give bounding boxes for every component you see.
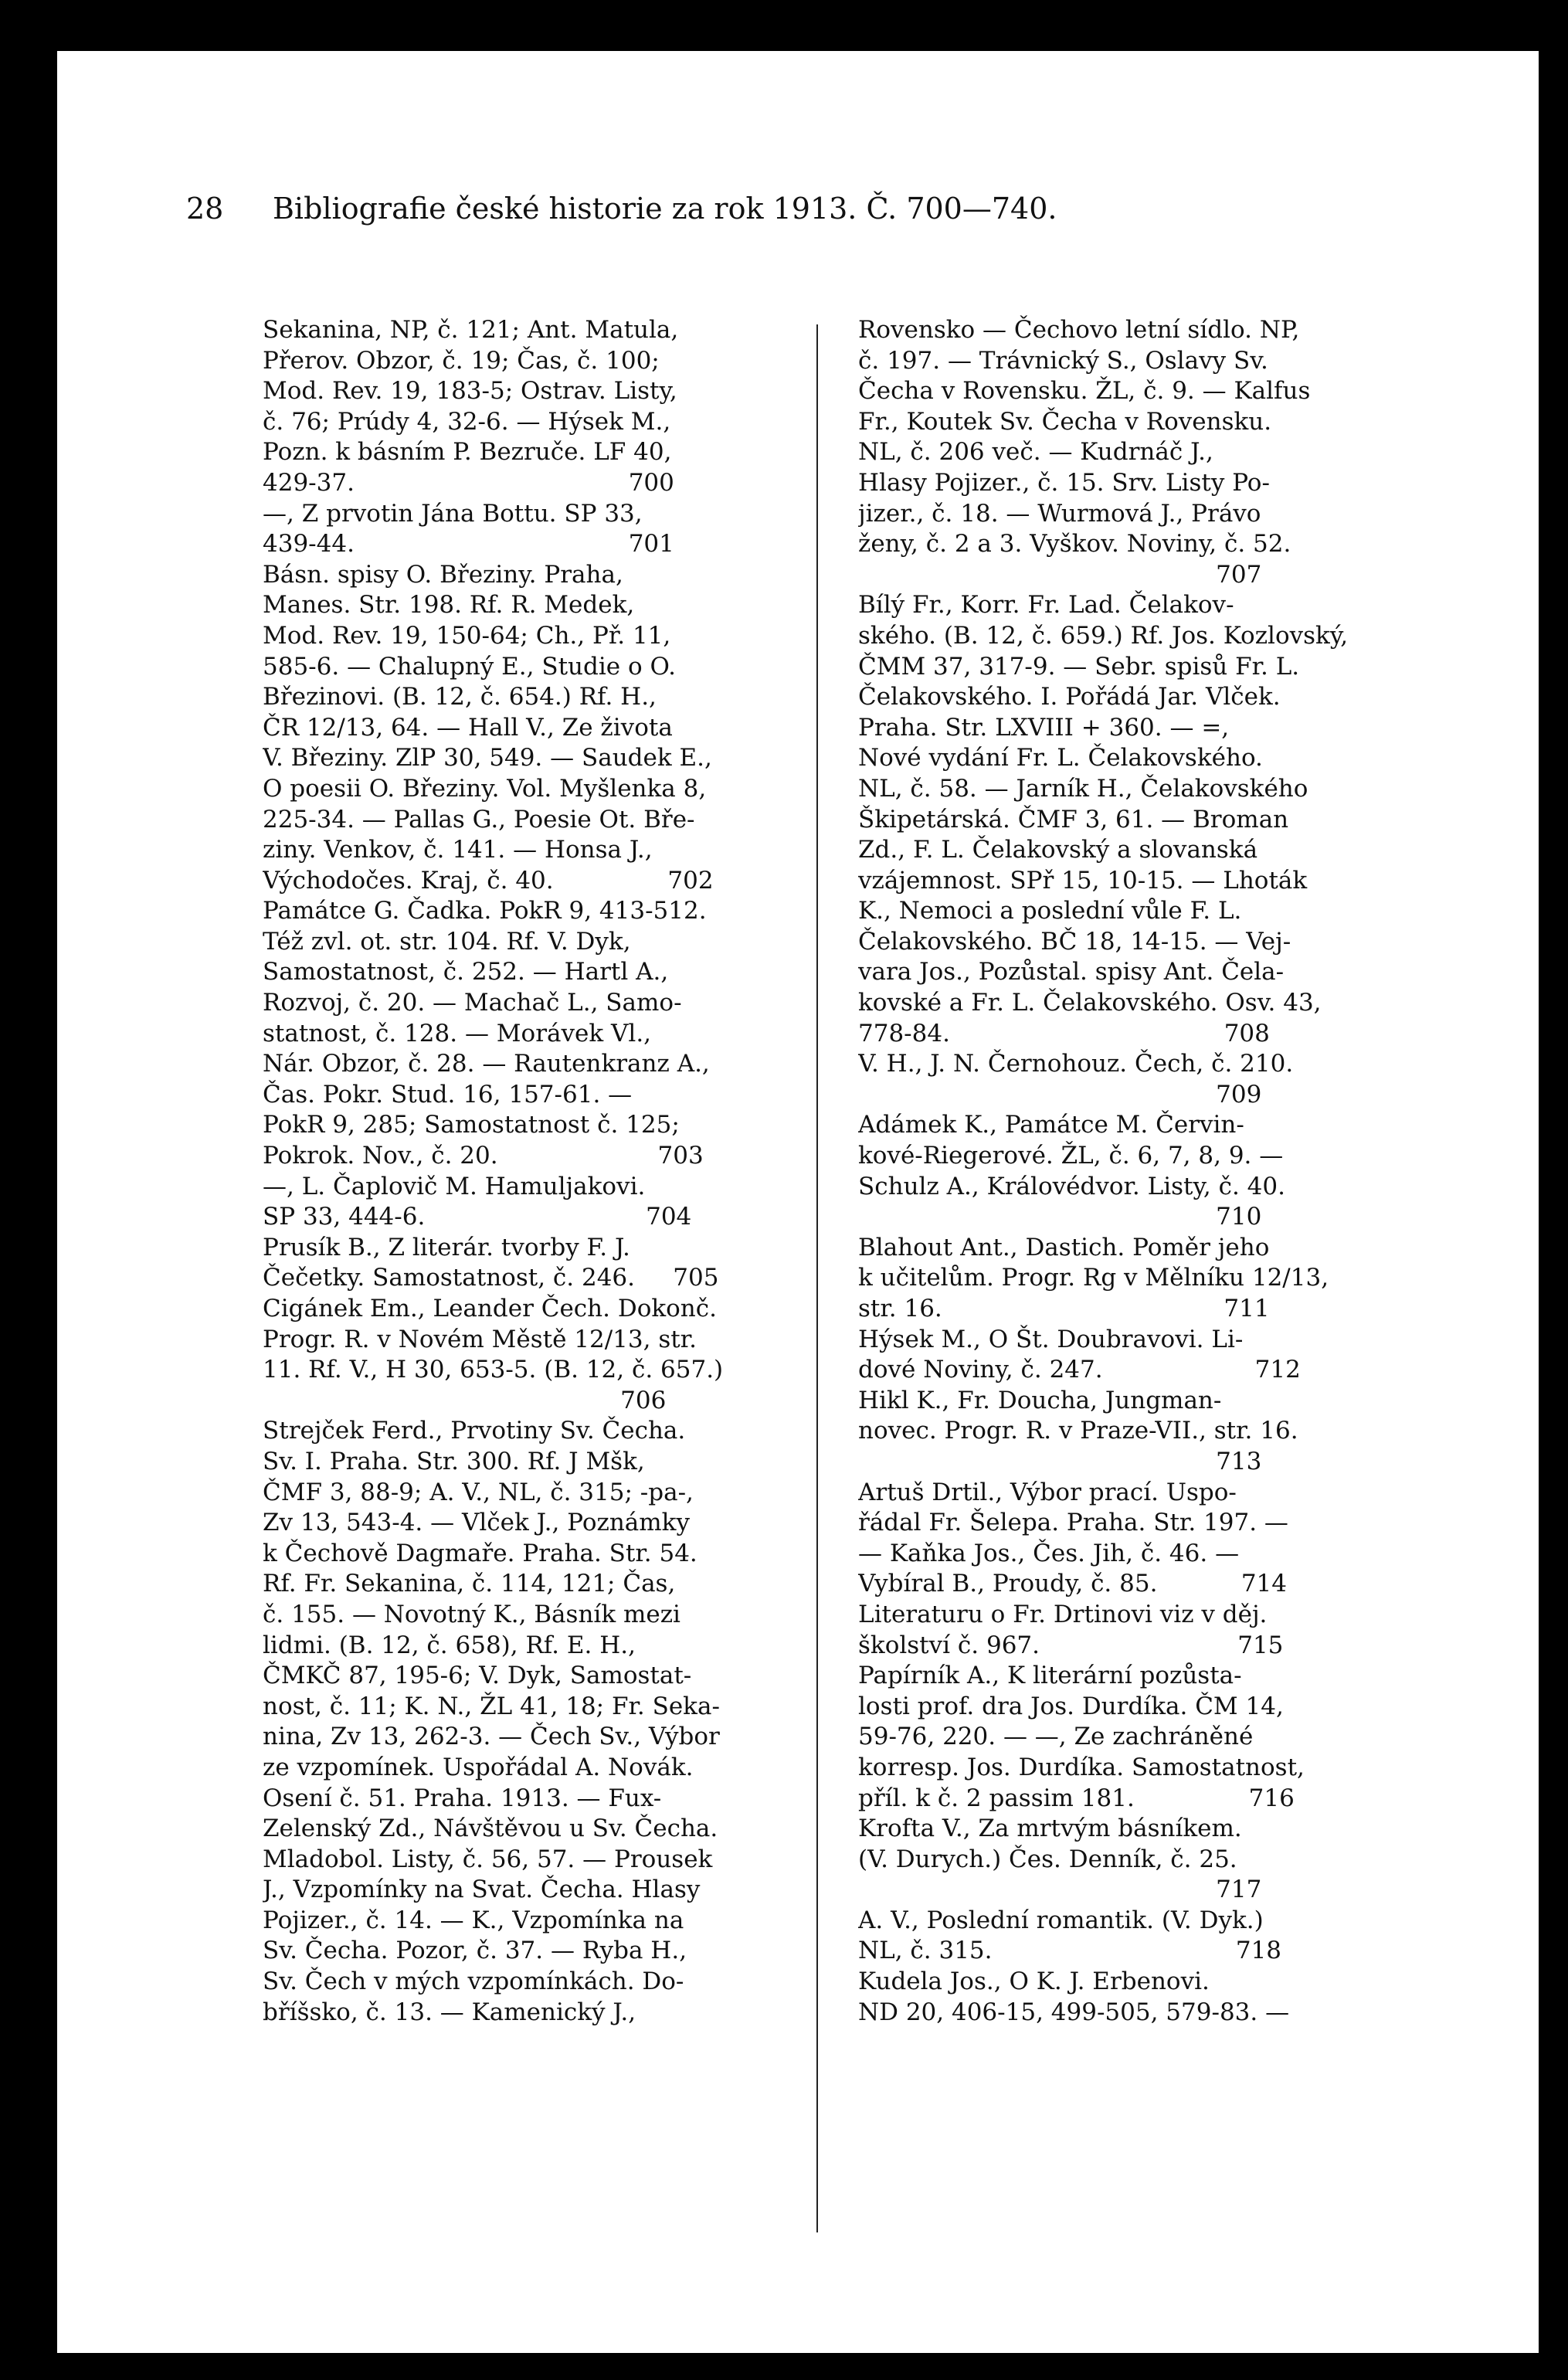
- text-line: statnost, č. 128. — Morávek Vl.,: [263, 1019, 652, 1047]
- text-line: Sekanina, NP, č. 121; Ant. Matula,: [263, 316, 679, 344]
- text-line: Bílý Fr., Korr. Fr. Lad. Čelakov-: [858, 591, 1234, 620]
- text-line: ČMKČ 87, 195-6; V. Dyk, Samostat-: [263, 1662, 692, 1690]
- text-line: 585-6. — Chalupný E., Studie o O.: [263, 652, 676, 681]
- text-line: č. 155. — Novotný K., Básník mezi: [263, 1600, 680, 1628]
- text-line: str. 16. 711: [858, 1295, 1270, 1322]
- text-line: Pojizer., č. 14. — K., Vzpomínka na: [263, 1906, 684, 1934]
- text-line: Sv. Čech v mých vzpomínkách. Do-: [263, 1967, 684, 1996]
- text-line: Progr. R. v Novém Městě 12/13, str.: [263, 1325, 697, 1353]
- text-line: ženy, č. 2 a 3. Vyškov. Noviny, č. 52.: [858, 530, 1291, 559]
- text-line: Zv 13, 543-4. — Vlček J., Poznámky: [263, 1509, 690, 1537]
- text-line: 713: [858, 1447, 1262, 1475]
- text-line: Též zvl. ot. str. 104. Rf. V. Dyk,: [263, 927, 631, 956]
- text-line: PokR 9, 285; Samostatnost č. 125;: [263, 1111, 680, 1139]
- text-line: Mladobol. Listy, č. 56, 57. — Prousek: [263, 1845, 713, 1873]
- text-line: 778-84. 708: [858, 1019, 1270, 1047]
- text-line: ČR 12/13, 64. — Hall V., Ze života: [263, 713, 673, 742]
- text-line: — Kaňka Jos., Čes. Jih, č. 46. —: [858, 1539, 1240, 1567]
- text-line: Čas. Pokr. Stud. 16, 157-61. —: [263, 1080, 633, 1109]
- page-number: 28: [186, 192, 224, 226]
- text-line: Východočes. Kraj, č. 40. 702: [263, 866, 714, 895]
- text-line: Hlasy Pojizer., č. 15. Srv. Listy Po-: [858, 468, 1270, 497]
- text-line: 707: [858, 560, 1262, 589]
- text-line: Artuš Drtil., Výbor prací. Uspo-: [858, 1478, 1237, 1506]
- text-line: č. 76; Prúdy 4, 32-6. — Hýsek M.,: [263, 407, 671, 436]
- text-line: Hýsek M., O Št. Doubravovi. Li-: [858, 1325, 1244, 1353]
- text-line: 706: [263, 1386, 667, 1414]
- text-line: ského. (B. 12, č. 659.) Rf. Jos. Kozlovský,: [858, 621, 1349, 650]
- text-line: Manes. Str. 198. Rf. R. Medek,: [263, 591, 635, 620]
- text-line: Literaturu o Fr. Drtinovi viz v děj.: [858, 1600, 1268, 1628]
- text-line: Strejček Ferd., Prvotiny Sv. Čecha.: [263, 1417, 686, 1445]
- text-line: 717: [858, 1876, 1262, 1904]
- text-line: kové-Riegerové. ŽL, č. 6, 7, 8, 9. —: [858, 1142, 1284, 1170]
- text-line: Zelenský Zd., Návštěvou u Sv. Čecha.: [263, 1815, 718, 1843]
- text-line: Samostatnost, č. 252. — Hartl A.,: [263, 958, 669, 986]
- text-line: Adámek K., Památce M. Červin-: [858, 1111, 1244, 1139]
- text-line: k Čechově Dagmaře. Praha. Str. 54.: [263, 1539, 697, 1567]
- text-line: O poesii O. Březiny. Vol. Myšlenka 8,: [263, 774, 707, 803]
- text-line: Přerov. Obzor, č. 19; Čas, č. 100;: [263, 346, 660, 375]
- text-line: ČMM 37, 317-9. — Sebr. spisů Fr. L.: [858, 652, 1300, 681]
- text-line: řádal Fr. Šelepa. Praha. Str. 197. —: [858, 1509, 1288, 1537]
- text-line: Pozn. k básním P. Bezruče. LF 40,: [263, 438, 672, 467]
- text-line: Rovensko — Čechovo letní sídlo. NP,: [858, 316, 1300, 344]
- text-line: ČMF 3, 88-9; A. V., NL, č. 315; -pa-,: [263, 1478, 694, 1506]
- text-line: J., Vzpomínky na Svat. Čecha. Hlasy: [263, 1876, 701, 1904]
- text-line: Březinovi. (B. 12, č. 654.) Rf. H.,: [263, 683, 657, 711]
- text-line: školství č. 967. 715: [858, 1631, 1284, 1659]
- left-column: [263, 315, 796, 2028]
- text-line: V. H., J. N. Černohouz. Čech, č. 210.: [858, 1050, 1294, 1078]
- text-line: Cigánek Em., Leander Čech. Dokonč.: [263, 1295, 717, 1322]
- text-line: Nár. Obzor, č. 28. — Rautenkranz A.,: [263, 1050, 710, 1078]
- text-line: NL, č. 206 več. — Kudrnáč J.,: [858, 438, 1213, 467]
- text-line: 11. Rf. V., H 30, 653-5. (B. 12, č. 657.): [263, 1356, 724, 1384]
- text-line: 225-34. — Pallas G., Poesie Ot. Bře-: [263, 805, 695, 834]
- text-line: K., Nemoci a poslední vůle F. L.: [858, 897, 1242, 925]
- text-line: lidmi. (B. 12, č. 658), Rf. E. H.,: [263, 1631, 636, 1659]
- text-line: SP 33, 444-6. 704: [263, 1203, 692, 1231]
- column-divider: [816, 324, 818, 2232]
- text-line: Sv. I. Praha. Str. 300. Rf. J Mšk,: [263, 1447, 645, 1475]
- text-line: 709: [858, 1080, 1262, 1109]
- text-line: 429-37. 700: [263, 468, 674, 497]
- text-line: jizer., č. 18. — Wurmová J., Právo: [858, 499, 1261, 528]
- text-line: Rozvoj, č. 20. — Machač L., Samo-: [263, 989, 682, 1017]
- text-line: V. Březiny. ZlP 30, 549. — Saudek E.,: [263, 744, 712, 772]
- text-line: Pokrok. Nov., č. 20. 703: [263, 1142, 704, 1170]
- text-line: ze vzpomínek. Uspořádal A. Novák.: [263, 1753, 694, 1781]
- text-line: kovské a Fr. L. Čelakovského. Osv. 43,: [858, 989, 1322, 1017]
- text-line: Praha. Str. LXVIII + 360. — =,: [858, 713, 1230, 742]
- text-line: Prusík B., Z literár. tvorby F. J.: [263, 1233, 630, 1261]
- text-line: A. V., Poslední romantik. (V. Dyk.): [858, 1906, 1264, 1934]
- text-line: dové Noviny, č. 247. 712: [858, 1356, 1301, 1384]
- text-line: 439-44. 701: [263, 530, 674, 559]
- text-line: Krofta V., Za mrtvým básníkem.: [858, 1815, 1242, 1843]
- text-line: Schulz A., Královédvor. Listy, č. 40.: [858, 1172, 1285, 1200]
- text-line: vzájemnost. SPř 15, 10-15. — Lhoták: [858, 866, 1308, 895]
- text-line: Hikl K., Fr. Doucha, Jungman-: [858, 1386, 1222, 1414]
- running-title: Bibliografie české historie za rok 1913. Č. 700—740.: [273, 192, 1057, 226]
- text-line: korresp. Jos. Durdíka. Samostatnost,: [858, 1753, 1305, 1781]
- text-line: (V. Durych.) Čes. Denník, č. 25.: [858, 1845, 1237, 1873]
- text-line: nina, Zv 13, 262-3. — Čech Sv., Výbor: [263, 1723, 720, 1751]
- text-line: 710: [858, 1203, 1262, 1231]
- text-line: Fr., Koutek Sv. Čecha v Rovensku.: [858, 407, 1272, 436]
- text-line: bříšsko, č. 13. — Kamenický J.,: [263, 1998, 636, 2026]
- text-line: Škipetárská. ČMF 3, 61. — Broman: [858, 805, 1289, 834]
- text-line: Kudela Jos., O K. J. Erbenovi.: [858, 1967, 1210, 1996]
- text-line: vara Jos., Pozůstal. spisy Ant. Čela-: [858, 958, 1285, 986]
- text-line: ND 20, 406-15, 499-505, 579-83. —: [858, 1998, 1290, 2026]
- text-line: Nové vydání Fr. L. Čelakovského.: [858, 744, 1263, 772]
- text-line: Osení č. 51. Praha. 1913. — Fux-: [263, 1784, 662, 1812]
- text-line: 59-76, 220. — —, Ze zachráněné: [858, 1723, 1254, 1751]
- text-line: —, L. Čaplovič M. Hamuljakovi.: [263, 1172, 646, 1200]
- text-line: —, Z prvotin Jána Bottu. SP 33,: [263, 499, 643, 528]
- text-line: Památce G. Čadka. PokR 9, 413-512.: [263, 897, 707, 925]
- text-line: Čečetky. Samostatnost, č. 246. 705: [263, 1264, 719, 1292]
- text-line: Zd., F. L. Čelakovský a slovanská: [858, 836, 1258, 864]
- text-line: ziny. Venkov, č. 141. — Honsa J.,: [263, 836, 653, 864]
- text-line: Čelakovského. BČ 18, 14-15. — Vej-: [858, 927, 1291, 956]
- text-line: novec. Progr. R. v Praze-VII., str. 16.: [858, 1417, 1298, 1445]
- text-line: losti prof. dra Jos. Durdíka. ČM 14,: [858, 1692, 1284, 1720]
- text-line: nost, č. 11; K. N., ŽL 41, 18; Fr. Seka-: [263, 1692, 720, 1720]
- text-line: Blahout Ant., Dastich. Poměr jeho: [858, 1233, 1270, 1261]
- text-line: Rf. Fr. Sekanina, č. 114, 121; Čas,: [263, 1570, 676, 1598]
- text-line: Básn. spisy O. Březiny. Praha,: [263, 560, 623, 589]
- text-line: příl. k č. 2 passim 181. 716: [858, 1784, 1295, 1812]
- text-line: Sv. Čecha. Pozor, č. 37. — Ryba H.,: [263, 1937, 687, 1965]
- text-line: Čelakovského. I. Pořádá Jar. Vlček.: [858, 683, 1281, 711]
- text-line: Vybíral B., Proudy, č. 85. 714: [858, 1570, 1288, 1598]
- right-column: [858, 315, 1360, 2028]
- text-line: Mod. Rev. 19, 183-5; Ostrav. Listy,: [263, 377, 677, 406]
- text-line: Čecha v Rovensku. ŽL, č. 9. — Kalfus: [858, 377, 1311, 406]
- text-line: NL, č. 315. 718: [858, 1937, 1282, 1965]
- running-header: [186, 192, 1159, 246]
- text-line: č. 197. — Trávnický S., Oslavy Sv.: [858, 346, 1268, 375]
- text-line: k učitelům. Progr. Rg v Mělníku 12/13,: [858, 1264, 1329, 1292]
- text-line: Papírník A., K literární pozůsta-: [858, 1662, 1242, 1690]
- text-line: NL, č. 58. — Jarník H., Čelakovského: [858, 774, 1308, 803]
- text-line: Mod. Rev. 19, 150-64; Ch., Př. 11,: [263, 621, 671, 650]
